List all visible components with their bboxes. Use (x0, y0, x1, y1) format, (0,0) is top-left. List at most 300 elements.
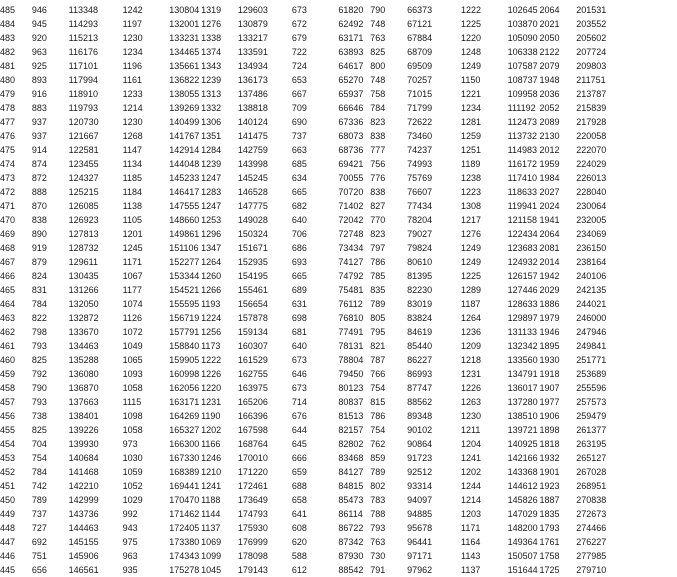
row-index-cell: 84815 (338, 480, 364, 491)
row-index-cell: 78804 (338, 354, 364, 365)
data-cell: 1221 (461, 88, 482, 99)
data-cell: 963 (122, 550, 138, 561)
row-index-cell: 147029 (507, 508, 538, 519)
data-cell: 267028 (576, 466, 607, 477)
row-index-cell: 459 (0, 368, 16, 379)
row-index-cell: 74792 (338, 270, 364, 281)
row-index-cell: 460 (0, 354, 16, 365)
row-index-cell: 74127 (338, 256, 364, 267)
data-cell: 1901 (539, 466, 560, 477)
data-cell: 151671 (237, 242, 268, 253)
data-cell: 730 (370, 550, 386, 561)
data-cell: 253689 (576, 368, 607, 379)
row-index-cell: 139269 (169, 102, 200, 113)
row-index-cell: 133560 (507, 354, 538, 365)
data-cell: 975 (122, 536, 138, 547)
data-cell: 1222 (201, 354, 222, 365)
data-cell: 631 (291, 298, 307, 309)
row-index-cell: 63171 (338, 32, 364, 43)
data-cell: 1030 (122, 452, 143, 463)
row-index-cell: 68073 (338, 130, 364, 141)
data-cell: 238164 (576, 256, 607, 267)
data-cell: 1260 (201, 270, 222, 281)
data-cell: 1248 (461, 46, 482, 57)
data-cell: 134463 (68, 340, 99, 351)
data-cell: 1332 (201, 102, 222, 113)
data-cell: 2130 (539, 130, 560, 141)
table-row (0, 367, 677, 381)
table-row (0, 157, 677, 171)
row-index-cell: 130804 (169, 4, 200, 15)
data-cell: 2079 (539, 60, 560, 71)
data-cell: 1058 (122, 424, 143, 435)
data-cell: 121667 (68, 130, 99, 141)
data-cell: 215839 (576, 102, 607, 113)
data-cell: 242135 (576, 284, 607, 295)
data-cell: 2012 (539, 144, 560, 155)
data-cell: 137663 (68, 396, 99, 407)
data-cell: 827 (370, 200, 386, 211)
row-index-cell: 163171 (169, 396, 200, 407)
data-cell: 1758 (539, 550, 560, 561)
data-cell: 1137 (461, 564, 481, 575)
data-cell: 1979 (539, 312, 560, 323)
data-cell: 1907 (539, 382, 560, 393)
table-row (0, 479, 677, 493)
data-cell: 1276 (201, 18, 222, 29)
data-cell: 2014 (539, 256, 560, 267)
data-cell: 1093 (122, 368, 143, 379)
data-cell: 1190 (201, 410, 221, 421)
table-row (0, 493, 677, 507)
row-index-cell: 88542 (338, 564, 364, 575)
data-cell: 2024 (539, 200, 560, 211)
row-index-cell: 70055 (338, 172, 364, 183)
data-cell: 270838 (576, 494, 607, 505)
data-cell: 117994 (68, 74, 99, 85)
table-row (0, 199, 677, 213)
data-cell: 793 (31, 340, 47, 351)
data-cell: 737 (291, 130, 307, 141)
data-cell: 1166 (201, 438, 221, 449)
row-index-cell: 117410 (507, 172, 537, 183)
data-cell: 1065 (122, 354, 143, 365)
data-cell: 751 (31, 550, 47, 561)
table-row (0, 59, 677, 73)
data-cell: 265127 (576, 452, 607, 463)
row-index-cell: 135661 (169, 60, 200, 71)
data-cell: 1196 (122, 60, 142, 71)
row-index-cell: 156719 (169, 312, 200, 323)
data-cell: 872 (31, 172, 47, 183)
data-cell: 1230 (122, 116, 143, 127)
data-cell: 762 (370, 438, 386, 449)
data-cell: 274466 (576, 522, 607, 533)
data-cell: 785 (370, 270, 386, 281)
data-cell: 230064 (576, 200, 607, 211)
row-index-cell: 142166 (507, 452, 538, 463)
data-cell: 1247 (201, 200, 222, 211)
data-cell: 279710 (576, 564, 607, 575)
data-cell: 140684 (68, 452, 99, 463)
data-cell: 672 (291, 18, 307, 29)
row-index-cell: 450 (0, 494, 16, 505)
data-cell: 1210 (201, 466, 222, 477)
row-index-cell: 138055 (169, 88, 200, 99)
data-cell: 943 (122, 522, 138, 533)
data-cell: 973 (122, 438, 138, 449)
data-cell: 67884 (407, 32, 433, 43)
row-index-cell: 87342 (338, 536, 364, 547)
data-cell: 128732 (68, 242, 99, 253)
data-cell: 1184 (122, 186, 142, 197)
data-cell: 787 (370, 354, 386, 365)
row-index-cell: 464 (0, 298, 16, 309)
data-cell: 246000 (576, 312, 607, 323)
row-index-cell: 65270 (338, 74, 364, 85)
data-cell: 226013 (576, 172, 607, 183)
data-cell: 992 (122, 508, 138, 519)
table-row (0, 507, 677, 521)
row-index-cell: 61820 (338, 4, 364, 15)
table-row (0, 423, 677, 437)
data-cell: 166396 (237, 410, 268, 421)
data-cell: 645 (291, 438, 307, 449)
data-cell: 641 (291, 508, 307, 519)
data-cell: 1289 (461, 284, 482, 295)
data-cell: 644 (291, 424, 307, 435)
data-cell: 95678 (407, 522, 433, 533)
data-cell: 76607 (407, 186, 433, 197)
data-cell: 1977 (539, 396, 560, 407)
data-cell: 1045 (201, 564, 222, 575)
data-cell: 1251 (461, 144, 482, 155)
data-cell: 83019 (407, 298, 433, 309)
data-cell: 251771 (576, 354, 607, 365)
row-index-cell: 151644 (507, 564, 538, 575)
data-cell: 1308 (461, 200, 482, 211)
row-index-cell: 77491 (338, 326, 364, 337)
row-index-cell: 472 (0, 186, 16, 197)
row-index-cell: 453 (0, 452, 16, 463)
data-cell: 94097 (407, 494, 433, 505)
row-index-cell: 146417 (169, 186, 200, 197)
data-cell: 727 (31, 522, 47, 533)
row-index-cell: 121158 (507, 214, 537, 225)
data-cell: 937 (31, 130, 47, 141)
data-cell: 160307 (237, 340, 268, 351)
data-cell: 821 (370, 340, 386, 351)
data-cell: 136173 (237, 74, 268, 85)
row-index-cell: 80837 (338, 396, 364, 407)
row-index-cell: 116172 (507, 158, 537, 169)
data-cell: 1029 (122, 494, 143, 505)
data-cell: 1193 (201, 298, 221, 309)
data-cell: 1319 (201, 4, 222, 15)
data-cell: 116176 (68, 46, 99, 57)
data-cell: 608 (291, 522, 307, 533)
data-cell: 136870 (68, 382, 99, 393)
data-cell: 157878 (237, 312, 268, 323)
data-cell: 79027 (407, 228, 433, 239)
data-cell: 1239 (201, 158, 222, 169)
data-cell: 754 (370, 424, 386, 435)
row-index-cell: 102645 (507, 4, 538, 15)
row-index-cell: 452 (0, 466, 16, 477)
data-cell: 673 (291, 4, 307, 15)
data-cell: 1052 (122, 480, 143, 491)
data-cell: 1231 (461, 368, 482, 379)
row-index-cell: 126157 (507, 270, 538, 281)
row-index-cell: 157791 (169, 326, 200, 337)
data-cell: 142999 (68, 494, 99, 505)
data-cell: 1264 (461, 312, 482, 323)
data-cell: 1225 (461, 18, 482, 29)
data-cell: 1233 (122, 88, 143, 99)
row-index-cell: 149364 (507, 536, 538, 547)
table-row (0, 31, 677, 45)
row-index-cell: 122434 (507, 228, 538, 239)
table-row (0, 73, 677, 87)
table-row (0, 143, 677, 157)
row-index-cell: 136822 (169, 74, 200, 85)
data-cell: 831 (31, 284, 47, 295)
data-cell: 120730 (68, 116, 99, 127)
data-cell: 1306 (201, 116, 222, 127)
data-cell: 1177 (122, 284, 142, 295)
table-row (0, 17, 677, 31)
row-index-cell: 173380 (169, 536, 200, 547)
data-cell: 640 (291, 340, 307, 351)
data-cell: 1886 (539, 298, 560, 309)
data-cell: 163975 (237, 382, 268, 393)
data-cell: 170010 (237, 452, 268, 463)
data-cell: 1338 (201, 32, 222, 43)
row-index-cell: 145233 (169, 172, 200, 183)
data-cell: 71015 (407, 88, 433, 99)
data-cell: 1347 (201, 242, 222, 253)
data-cell: 859 (370, 452, 386, 463)
data-cell: 883 (31, 102, 47, 113)
row-index-cell: 113732 (507, 130, 537, 141)
data-cell: 201531 (576, 4, 607, 15)
data-cell: 1211 (461, 424, 481, 435)
row-index-cell: 468 (0, 242, 16, 253)
data-cell: 114293 (68, 18, 99, 29)
table-row (0, 241, 677, 255)
data-cell: 1217 (461, 214, 482, 225)
data-cell: 1887 (539, 494, 560, 505)
data-cell: 1942 (539, 270, 560, 281)
data-cell: 1266 (201, 284, 222, 295)
row-index-cell: 133231 (169, 32, 200, 43)
data-cell: 800 (370, 60, 386, 71)
table-row (0, 311, 677, 325)
row-index-cell: 454 (0, 438, 16, 449)
data-cell: 2027 (539, 186, 560, 197)
data-cell: 945 (31, 18, 47, 29)
data-cell: 788 (370, 508, 386, 519)
data-cell: 879 (31, 256, 47, 267)
data-cell: 667 (291, 88, 307, 99)
data-cell: 126085 (68, 200, 99, 211)
data-cell: 786 (370, 256, 386, 267)
data-cell: 138401 (68, 410, 99, 421)
data-cell: 178098 (237, 550, 268, 561)
data-cell: 919 (31, 242, 47, 253)
data-cell: 1284 (201, 144, 222, 155)
table-row (0, 339, 677, 353)
data-cell: 129611 (68, 256, 99, 267)
row-index-cell: 118633 (507, 186, 537, 197)
row-index-cell: 82802 (338, 438, 364, 449)
data-cell: 133670 (68, 326, 99, 337)
row-index-cell: 148200 (507, 522, 538, 533)
row-index-cell: 128633 (507, 298, 538, 309)
data-cell: 156654 (237, 298, 268, 309)
row-index-cell: 79450 (338, 368, 364, 379)
data-cell: 1281 (461, 116, 482, 127)
row-index-cell: 131133 (507, 326, 537, 337)
data-cell: 1268 (122, 130, 143, 141)
data-cell: 138818 (237, 102, 268, 113)
row-index-cell: 446 (0, 550, 16, 561)
data-cell: 937 (31, 116, 47, 127)
row-index-cell: 168389 (169, 466, 200, 477)
row-index-cell: 471 (0, 200, 16, 211)
row-index-cell: 143368 (507, 466, 538, 477)
row-index-cell: 62492 (338, 18, 364, 29)
row-index-cell: 144612 (507, 480, 538, 491)
data-cell: 277985 (576, 550, 607, 561)
data-cell: 2021 (539, 18, 560, 29)
data-cell: 653 (291, 74, 307, 85)
data-cell: 1187 (461, 298, 481, 309)
row-index-cell: 72748 (338, 228, 364, 239)
table-row (0, 3, 677, 17)
row-index-cell: 140499 (169, 116, 200, 127)
table-row (0, 465, 677, 479)
data-cell: 754 (370, 382, 386, 393)
data-cell: 646 (291, 368, 307, 379)
data-cell: 86993 (407, 368, 433, 379)
data-cell: 665 (291, 270, 307, 281)
row-index-cell: 172405 (169, 522, 200, 533)
data-cell: 789 (370, 298, 386, 309)
data-cell: 220058 (576, 130, 607, 141)
data-cell: 145245 (237, 172, 268, 183)
table-row (0, 521, 677, 535)
row-index-cell: 64617 (338, 60, 364, 71)
row-index-cell: 455 (0, 424, 16, 435)
row-index-cell: 134465 (169, 46, 200, 57)
data-cell: 1946 (539, 326, 560, 337)
data-cell: 122581 (68, 144, 99, 155)
row-index-cell: 112473 (507, 116, 537, 127)
data-cell: 704 (31, 438, 47, 449)
data-cell: 257573 (576, 396, 607, 407)
data-cell: 2122 (539, 46, 560, 57)
data-cell: 758 (370, 88, 386, 99)
data-cell: 714 (291, 396, 307, 407)
data-cell: 963 (31, 46, 47, 57)
data-cell: 1226 (201, 368, 222, 379)
data-cell: 155461 (237, 284, 268, 295)
row-index-cell: 105090 (507, 32, 538, 43)
data-cell: 1374 (201, 46, 222, 57)
row-index-cell: 155595 (169, 298, 200, 309)
data-cell: 665 (291, 186, 307, 197)
data-cell: 1245 (122, 242, 143, 253)
data-cell: 1241 (461, 452, 482, 463)
table-row (0, 381, 677, 395)
data-cell: 147775 (237, 200, 268, 211)
row-index-cell: 470 (0, 214, 16, 225)
data-cell: 802 (370, 480, 386, 491)
data-cell: 1343 (201, 60, 222, 71)
data-cell: 2036 (539, 88, 560, 99)
data-cell: 1263 (461, 396, 482, 407)
data-cell: 168764 (237, 438, 268, 449)
row-index-cell: 87930 (338, 550, 364, 561)
row-index-cell: 463 (0, 312, 16, 323)
row-index-cell: 109958 (507, 88, 538, 99)
table-row (0, 451, 677, 465)
row-index-cell: 164269 (169, 410, 200, 421)
data-cell: 97171 (407, 550, 433, 561)
data-cell: 175930 (237, 522, 268, 533)
data-cell: 797 (370, 242, 386, 253)
data-cell: 176999 (237, 536, 268, 547)
data-cell: 150324 (237, 228, 268, 239)
data-cell: 167598 (237, 424, 268, 435)
row-index-cell: 171462 (169, 508, 200, 519)
row-index-cell: 483 (0, 32, 16, 43)
data-cell: 74993 (407, 158, 433, 169)
row-index-cell: 485 (0, 4, 16, 15)
row-index-cell: 119941 (507, 200, 537, 211)
row-index-cell: 480 (0, 74, 16, 85)
data-cell: 1236 (461, 326, 482, 337)
data-cell: 659 (291, 466, 307, 477)
row-index-cell: 67336 (338, 116, 364, 127)
data-cell: 146528 (237, 186, 268, 197)
data-cell: 145906 (68, 550, 99, 561)
row-index-cell: 76112 (338, 298, 363, 309)
data-cell: 1241 (201, 480, 222, 491)
data-cell: 203552 (576, 18, 607, 29)
data-cell: 893 (31, 74, 47, 85)
data-cell: 123455 (68, 158, 99, 169)
table-row (0, 535, 677, 549)
data-cell: 777 (370, 144, 386, 155)
row-index-cell: 158840 (169, 340, 200, 351)
data-cell: 1941 (539, 214, 560, 225)
data-cell: 130435 (68, 270, 99, 281)
data-cell: 838 (370, 186, 386, 197)
data-cell: 1313 (201, 88, 222, 99)
numeric-data-table-body (0, 3, 677, 577)
data-cell: 1161 (122, 74, 142, 85)
data-cell: 213787 (576, 88, 607, 99)
row-index-cell: 145826 (507, 494, 538, 505)
data-cell: 91723 (407, 452, 433, 463)
table-row (0, 269, 677, 283)
table-row (0, 437, 677, 451)
data-cell: 688 (291, 480, 307, 491)
data-cell: 656 (31, 564, 47, 575)
data-cell: 1234 (461, 102, 482, 113)
